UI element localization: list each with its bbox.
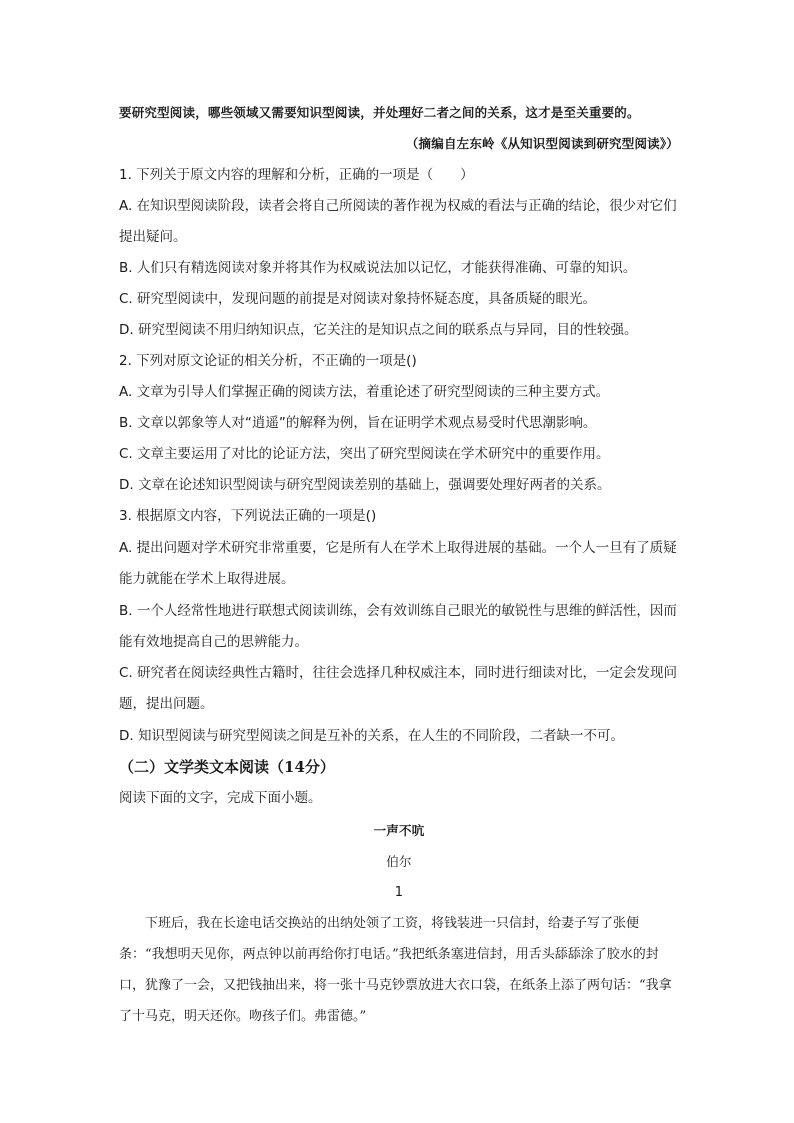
story-chapter-number: 1 (394, 885, 404, 900)
question-3-option-c: C. 研究者在阅读经典性古籍时，往往会选择几种权威注本，同时进行细读对比，一定会发现问题，提出问题。 (119, 665, 678, 712)
story-title: 一声不吭 (373, 823, 425, 838)
question-3-option-d: D. 知识型阅读与研究型阅读之间是互补的关系，在人生的不同阶段，二者缺一不可。 (119, 728, 624, 744)
question-1-option-a: A. 在知识型阅读阶段，读者会将自己所阅读的著作视为权威的看法与正确的结论，很少对它们提出疑问。 (119, 198, 677, 245)
question-3-option-b: B. 一个人经常性地进行联想式阅读训练，会有效训练自己眼光的敏锐性与思维的鲜活性，因而能有效地提高自己的思辨能力。 (119, 603, 677, 650)
question-2-option-c: C. 文章主要运用了对比的论证方法，突出了研究型阅读在学术研究中的重要作用。 (119, 446, 610, 462)
question-2-option-d: D. 文章在论述知识型阅读与研究型阅读差别的基础上，强调要处理好两者的关系。 (119, 477, 611, 493)
story-author: 伯尔 (386, 854, 412, 869)
passage-source-citation: （摘编自左东岭《从知识型阅读到研究型阅读》） (405, 136, 679, 151)
question-3-stem: 3. 根据原文内容，下列说法正确的一项是() (119, 508, 377, 524)
question-1-option-c: C. 研究型阅读中，发现问题的前提是对阅读对象持怀疑态度，具备质疑的眼光。 (119, 291, 597, 307)
question-2-option-a: A. 文章为引导人们掌握正确的阅读方法，着重论述了研究型阅读的三种主要方式。 (119, 384, 610, 400)
question-1-option-b: B. 人们只有精选阅读对象并将其作为权威说法加以记忆，才能获得准确、可靠的知识。 (119, 260, 637, 276)
section-heading: （二）文学类文本阅读（14分） (119, 758, 335, 776)
question-2-option-b: B. 文章以郭象等人对“逍遥”的解释为例，旨在证明学术观点易受时代思潮影响。 (119, 415, 597, 431)
question-1-stem: 1. 下列关于原文内容的理解和分析，正确的一项是（ ） (119, 167, 474, 183)
question-2-stem: 2. 下列对原文论证的相关分析，不正确的一项是() (119, 353, 417, 369)
question-3-option-a: A. 提出问题对学术研究非常重要，它是所有人在学术上取得进展的基础。一个人一旦有了质疑能力就能在学术上取得进展。 (119, 540, 677, 587)
passage-closing-line: 要研究型阅读，哪些领域又需要知识型阅读，并处理好二者之间的关系，这才是至关重要的。 (119, 105, 640, 120)
question-1-option-d: D. 研究型阅读不用归纳知识点，它关注的是知识点之间的联系点与异同，目的性较强。 (119, 322, 638, 338)
story-paragraph: 下班后，我在长途电话交换站的出纳处领了工资，将钱装进一只信封，给妻子写了张便条：“我想明天见你，两点钟以前再给你打电话。”我把纸条塞进信封，用舌头舔舔涂了胶水的封口，犹豫了一会，又把钱抽出来，将一张十马克钞票放进大衣口袋，在纸条上添了两句话：“我拿了十马克，明天还你。吻孩子们。弗雷德。” (119, 916, 672, 1024)
section-instruction: 阅读下面的文字，完成下面小题。 (119, 790, 322, 806)
